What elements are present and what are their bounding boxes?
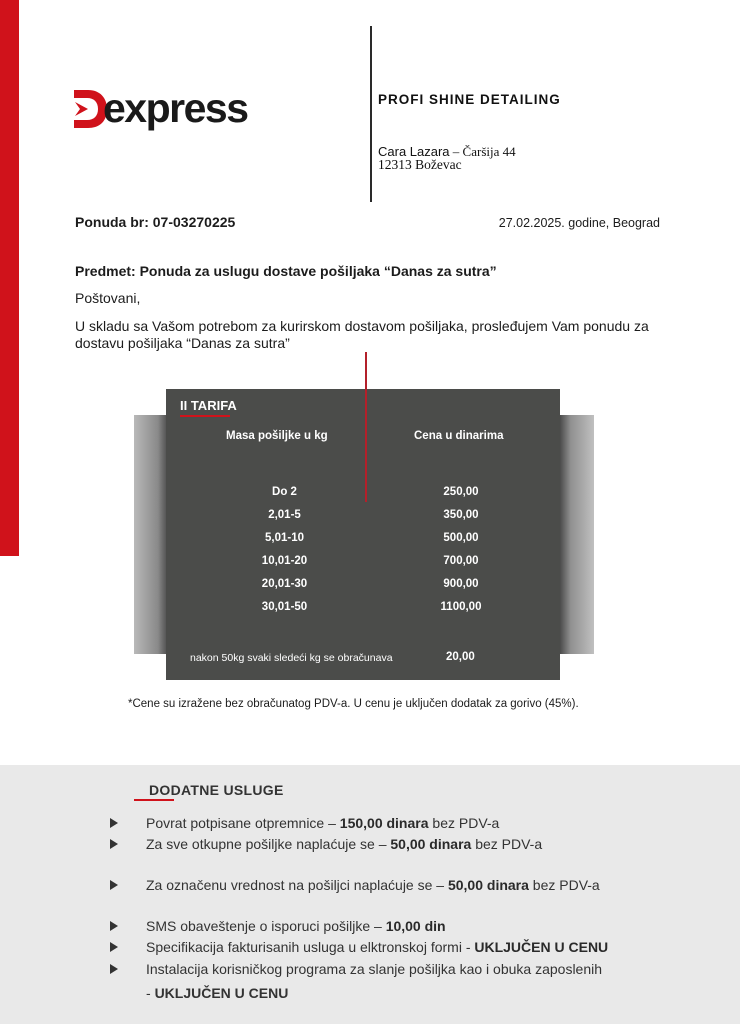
table-row bbox=[166, 532, 560, 555]
bullet-arrow-icon bbox=[110, 839, 118, 849]
service-suffix: bez PDV-a bbox=[428, 815, 500, 831]
service-text: Povrat potpisane otpremnice – bbox=[146, 815, 340, 831]
address-line-2: 12313 Boževac bbox=[378, 157, 462, 172]
red-accent-line bbox=[365, 352, 367, 502]
price-cell: 900,00 bbox=[443, 578, 479, 590]
extra-kg-price: 20,00 bbox=[446, 651, 475, 663]
offer-subject: Predmet: Ponuda za uslugu dostave pošiljaka “Danas za sutra” bbox=[75, 263, 497, 279]
bullet-arrow-icon bbox=[110, 880, 118, 890]
mass-cell: Do 2 bbox=[272, 486, 297, 498]
brand-red-bar bbox=[0, 0, 19, 556]
mass-cell: 2,01-5 bbox=[268, 509, 301, 521]
tariff-rows bbox=[166, 486, 560, 624]
bullet-arrow-icon bbox=[110, 964, 118, 974]
service-text: SMS obaveštenje o isporuci pošiljke – bbox=[146, 918, 386, 934]
table-row bbox=[166, 555, 560, 578]
price-cell: 350,00 bbox=[443, 509, 479, 521]
service-suffix: bez PDV-a bbox=[471, 836, 543, 852]
price-cell: 1100,00 bbox=[440, 601, 482, 613]
company-name: PROFI SHINE DETAILING bbox=[378, 92, 561, 107]
service-suffix: bez PDV-a bbox=[528, 877, 600, 893]
service-price: 50,00 dinara bbox=[447, 877, 529, 893]
service-price: 150,00 dinara bbox=[339, 815, 429, 831]
header-divider bbox=[370, 26, 372, 202]
intro-paragraph: U skladu sa Vašom potrebom za kurirskom dostavom pošiljaka, prosleđujem Vam ponudu za dostavu pošiljaka “Danas za sutra” bbox=[75, 318, 649, 351]
service-text: Za sve otkupne pošiljke naplaćuje se – bbox=[146, 836, 391, 852]
additional-services-underline bbox=[134, 799, 174, 801]
logo-wordmark: express bbox=[103, 85, 248, 131]
additional-services-section bbox=[0, 765, 740, 1024]
price-cell: 500,00 bbox=[443, 532, 479, 544]
table-row bbox=[166, 486, 560, 509]
price-note: *Cene su izražene bez obračunatog PDV-a. U cenu je uključen dodatak za gorivo (45%). bbox=[128, 698, 579, 710]
offer-number: Ponuda br: 07-03270225 bbox=[75, 214, 236, 230]
service-price: 50,00 dinara bbox=[390, 836, 472, 852]
table-row bbox=[166, 578, 560, 601]
bullet-arrow-icon bbox=[110, 942, 118, 952]
price-cell: 700,00 bbox=[443, 555, 479, 567]
table-row bbox=[166, 509, 560, 532]
greeting: Poštovani, bbox=[75, 290, 141, 306]
column-header-mass: Masa pošiljke u kg bbox=[226, 430, 328, 442]
service-text: Za označenu vrednost na pošiljci naplaćuje se – bbox=[146, 877, 448, 893]
mass-cell: 5,01-10 bbox=[264, 532, 304, 544]
bullet-arrow-icon bbox=[110, 921, 118, 931]
bullet-arrow-icon bbox=[110, 818, 118, 828]
extra-kg-label: nakon 50kg svaki sledeći kg se obračunava bbox=[190, 652, 393, 664]
tariff-title-underline bbox=[180, 415, 230, 417]
mass-cell: 20,01-30 bbox=[261, 578, 308, 590]
continuation-bold: UKLJUČEN U CENU bbox=[154, 985, 289, 1001]
additional-services-title: DODATNE USLUGE bbox=[149, 782, 284, 798]
service-text: Instalacija korisničkog programa za slanje pošiljka kao i obuka zaposlenih bbox=[146, 961, 603, 977]
continuation-dash: - bbox=[146, 985, 155, 1001]
offer-date: 27.02.2025. godine, Beograd bbox=[498, 216, 660, 230]
address-street: Cara Lazara bbox=[378, 144, 450, 159]
service-text: Specifikacija fakturisanih usluga u elktronskoj formi - bbox=[146, 939, 475, 955]
table-row bbox=[166, 601, 560, 624]
mass-cell: 30,01-50 bbox=[261, 601, 308, 613]
tariff-title: II TARIFA bbox=[180, 398, 237, 413]
tariff-side-panel-left bbox=[134, 415, 168, 654]
tariff-table bbox=[166, 389, 560, 680]
price-cell: 250,00 bbox=[443, 486, 479, 498]
service-price: 10,00 din bbox=[385, 918, 446, 934]
service-price: UKLJUČEN U CENU bbox=[474, 939, 609, 955]
mass-cell: 10,01-20 bbox=[261, 555, 308, 567]
tariff-side-panel-right bbox=[558, 415, 594, 654]
dexpress-logo bbox=[74, 86, 254, 138]
service-item-continuation bbox=[146, 985, 288, 1001]
column-header-price: Cena u dinarima bbox=[414, 430, 504, 442]
address-rest: – Čaršija 44 bbox=[449, 144, 516, 159]
